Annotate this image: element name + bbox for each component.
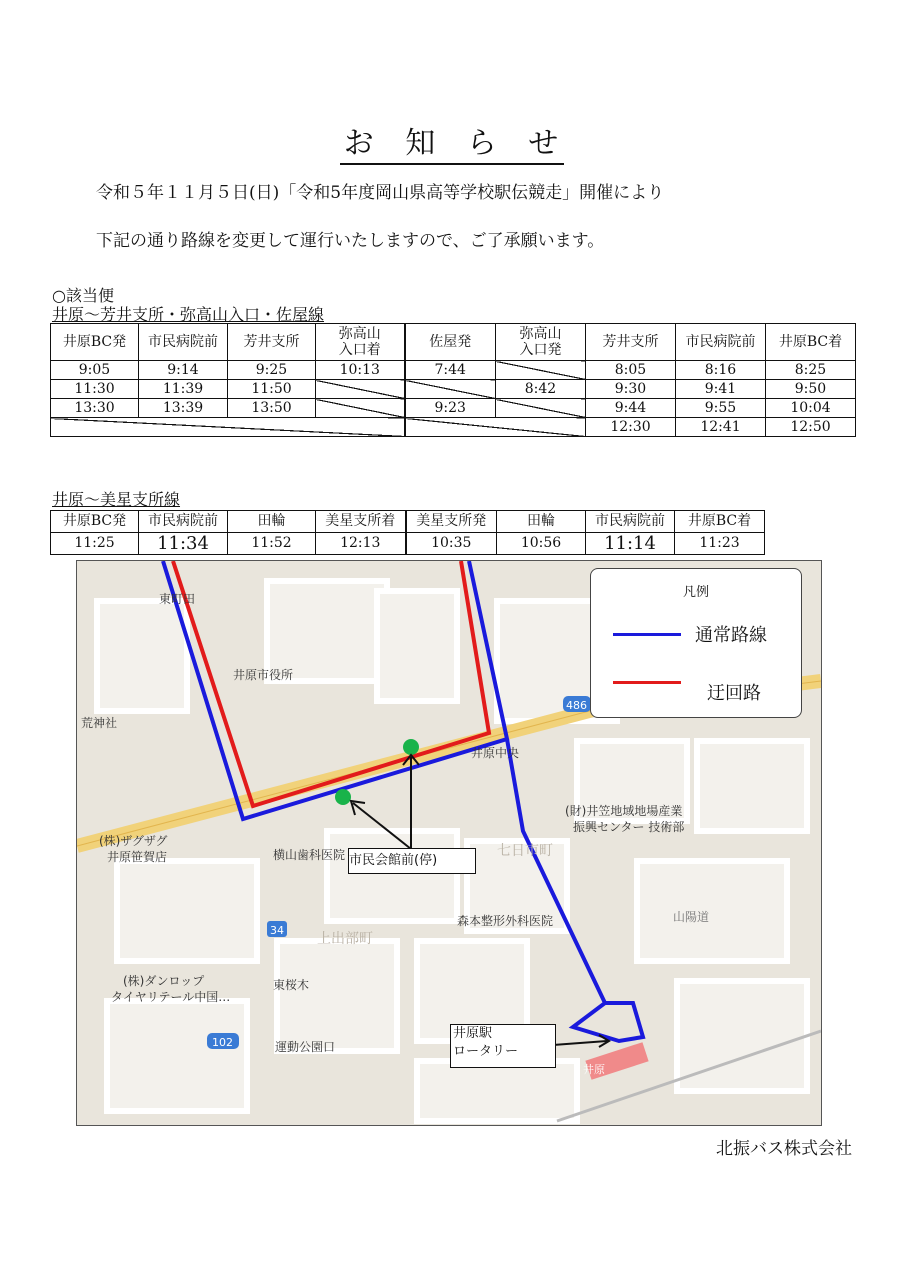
bus-stop-marker xyxy=(403,739,419,755)
table-row xyxy=(51,399,856,418)
time-cell: 11:25 xyxy=(51,533,139,555)
header-cell: 田輪 xyxy=(228,511,316,533)
place-label: 七日市町 xyxy=(497,843,553,859)
header-cell: 美星支所発 xyxy=(406,511,497,533)
route2-timetable xyxy=(50,510,765,555)
time-cell: 7:44 xyxy=(405,361,496,380)
header-cell: 井原BC着 xyxy=(766,324,856,361)
header-cell: 美星支所着 xyxy=(316,511,406,533)
time-cell: 11:14 xyxy=(586,533,675,555)
table-header-row xyxy=(51,324,856,361)
place-label: (財)井笠地域地場産業 xyxy=(565,804,683,818)
legend-normal-label: 通常路線 xyxy=(695,625,767,646)
time-cell: 9:23 xyxy=(405,399,496,418)
legend-title: 凡例 xyxy=(682,585,709,600)
station-callout xyxy=(450,1024,556,1068)
empty-cell xyxy=(51,418,405,437)
route-486-label: 486 xyxy=(566,699,587,712)
place-label: 井原笹賀店 xyxy=(107,850,168,864)
place-label: タイヤリテール中国… xyxy=(111,990,231,1004)
route1-timetable xyxy=(50,323,856,437)
route2-name: 井原～美星支所線 xyxy=(52,490,181,509)
empty-cell xyxy=(316,380,405,399)
place-label: 荒神社 xyxy=(81,716,118,730)
intro-line-1: 令和５年１１月５日(日)「令和5年度岡山県高等学校駅伝競走」開催により xyxy=(96,183,665,203)
station-callout-line1: 井原駅 xyxy=(453,1026,493,1041)
header-cell: 芳井支所 xyxy=(586,324,676,361)
place-label: 井原中央 xyxy=(471,746,520,760)
time-cell: 11:23 xyxy=(675,533,765,555)
header-cell: 市民病院前 xyxy=(139,324,228,361)
page-title: お 知 ら せ xyxy=(0,118,904,162)
time-cell: 10:56 xyxy=(497,533,586,555)
time-cell: 11:30 xyxy=(51,380,139,399)
table-row xyxy=(51,533,765,555)
legend-detour-label: 迂回路 xyxy=(707,683,761,704)
time-cell: 9:30 xyxy=(586,380,676,399)
empty-cell xyxy=(496,361,586,380)
time-cell: 11:50 xyxy=(228,380,316,399)
time-cell: 8:16 xyxy=(676,361,766,380)
route-102-label: 102 xyxy=(212,1036,233,1049)
table-row xyxy=(51,418,856,437)
time-cell: 12:13 xyxy=(316,533,406,555)
place-label: 上出部町 xyxy=(317,931,373,947)
time-cell: 13:30 xyxy=(51,399,139,418)
empty-cell xyxy=(405,380,496,399)
table-row xyxy=(51,361,856,380)
place-label: 井原市役所 xyxy=(233,668,294,682)
route1-name: 井原～芳井支所・弥高山入口・佐屋線 xyxy=(52,305,325,324)
time-cell: 9:14 xyxy=(139,361,228,380)
time-cell: 11:34 xyxy=(139,533,228,555)
intro-line-2: 下記の通り路線を変更して運行いたしますので、ご了承願います。 xyxy=(96,231,605,251)
place-label: 運動公園口 xyxy=(275,1040,336,1054)
header-cell: 佐屋発 xyxy=(405,324,496,361)
place-label: 山陽道 xyxy=(673,910,710,924)
time-cell: 9:44 xyxy=(586,399,676,418)
time-cell: 13:50 xyxy=(228,399,316,418)
bus-stop-callout: 市民会館前(停) xyxy=(348,848,476,874)
header-cell: 市民病院前 xyxy=(676,324,766,361)
place-label: 井原 xyxy=(583,1063,605,1076)
legend-normal-line xyxy=(613,633,681,636)
time-cell: 9:55 xyxy=(676,399,766,418)
place-label: 振興センター 技術部 xyxy=(573,820,685,834)
station-callout-line2: ロータリー xyxy=(453,1044,519,1059)
empty-cell xyxy=(316,399,405,418)
time-cell: 12:41 xyxy=(676,418,766,437)
time-cell: 10:13 xyxy=(316,361,405,380)
place-label: 横山歯科医院 xyxy=(273,848,346,862)
time-cell: 11:39 xyxy=(139,380,228,399)
time-cell: 9:25 xyxy=(228,361,316,380)
table-row xyxy=(51,380,856,399)
header-cell: 井原BC発 xyxy=(51,324,139,361)
time-cell: 9:41 xyxy=(676,380,766,399)
place-label: 東町田 xyxy=(159,592,196,606)
time-cell: 8:05 xyxy=(586,361,676,380)
section-label: ○該当便 xyxy=(52,286,114,305)
time-cell: 9:50 xyxy=(766,380,856,399)
time-cell: 12:50 xyxy=(766,418,856,437)
table-header-row xyxy=(51,511,765,533)
header-cell: 市民病院前 xyxy=(586,511,675,533)
bus-stop-marker xyxy=(335,789,351,805)
header-cell: 井原BC発 xyxy=(51,511,139,533)
time-cell: 10:04 xyxy=(766,399,856,418)
map-legend xyxy=(590,568,802,718)
header-cell: 弥高山 入口発 xyxy=(496,324,586,361)
place-label: 森本整形外科医院 xyxy=(457,914,554,928)
time-cell: 8:25 xyxy=(766,361,856,380)
time-cell: 12:30 xyxy=(586,418,676,437)
time-cell: 13:39 xyxy=(139,399,228,418)
empty-cell xyxy=(405,418,586,437)
place-label: (株)ダンロップ xyxy=(123,974,205,988)
header-cell: 井原BC着 xyxy=(675,511,765,533)
route-34-label: 34 xyxy=(270,924,284,937)
time-cell: 11:52 xyxy=(228,533,316,555)
empty-cell xyxy=(496,399,586,418)
time-cell: 8:42 xyxy=(496,380,586,399)
time-cell: 10:35 xyxy=(406,533,497,555)
header-cell: 芳井支所 xyxy=(228,324,316,361)
header-cell: 田輪 xyxy=(497,511,586,533)
place-label: 東桜木 xyxy=(273,978,310,992)
time-cell: 9:05 xyxy=(51,361,139,380)
company-name: 北振バス株式会社 xyxy=(716,1139,852,1159)
header-cell: 弥高山 入口着 xyxy=(316,324,405,361)
place-label: (株)ザグザグ xyxy=(99,834,168,848)
legend-detour-line xyxy=(613,681,681,684)
header-cell: 市民病院前 xyxy=(139,511,228,533)
